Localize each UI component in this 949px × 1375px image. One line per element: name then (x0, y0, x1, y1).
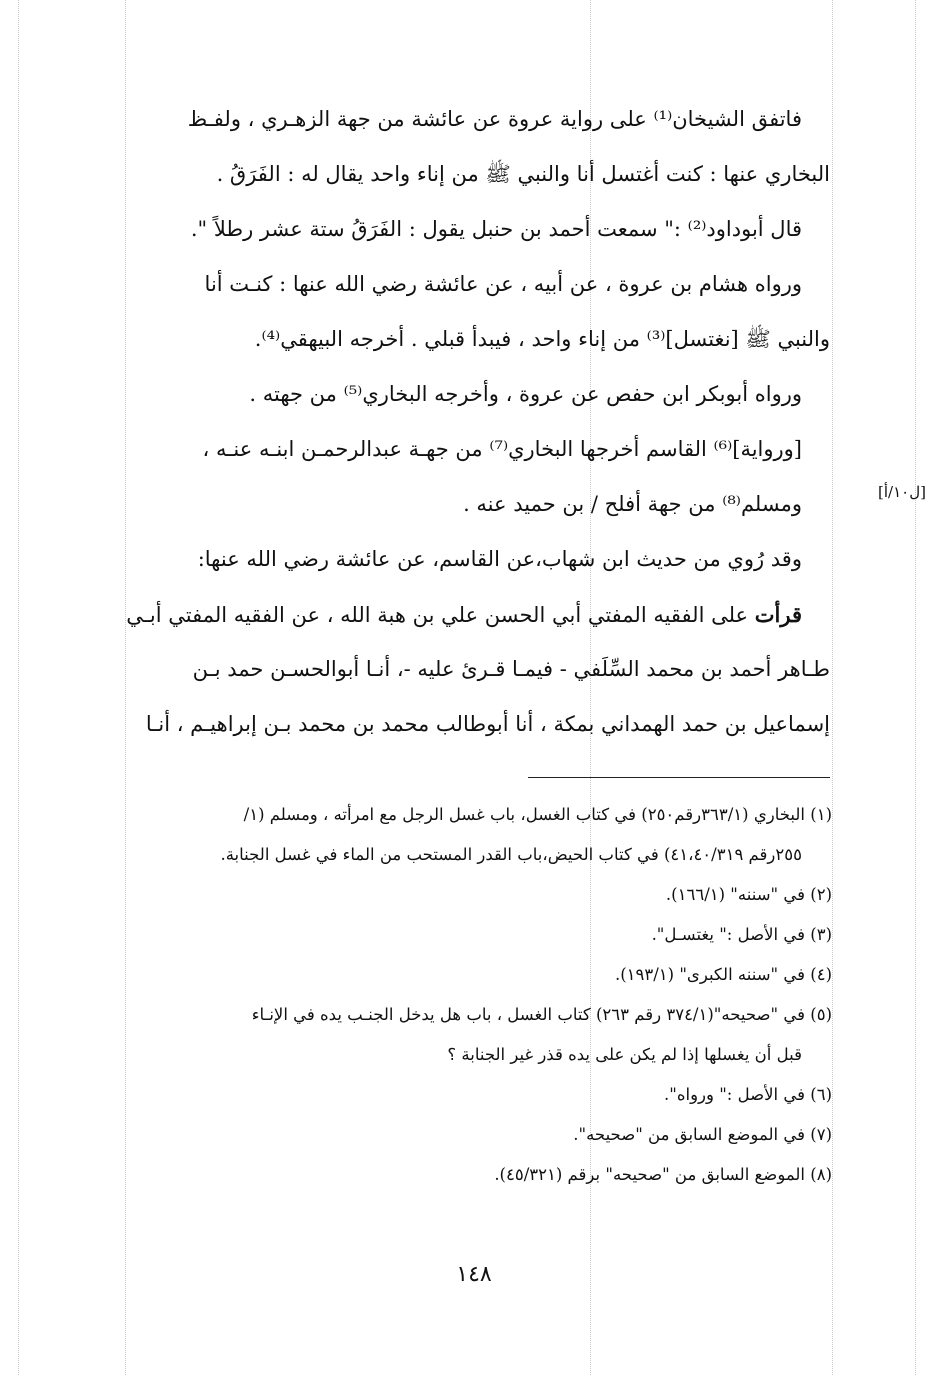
text-line-content: فاتفق الشيخان⁽¹⁾ على رواية عروة عن عائشة من جهة الزهـري ، ولفـظ (187, 107, 802, 131)
footnote-line: قبل أن يغسلها إذا لم يكن على يده قذر غير الجنابة ؟ (447, 1045, 802, 1064)
text-line-content: على الفقيه المفتي أبي الحسن علي بن هبة الله ، عن الفقيه المفتي أبـي (126, 603, 749, 627)
scan-guide-line (915, 0, 916, 1375)
footnote-line: (٧) في الموضع السابق من "صحيحه". (573, 1125, 832, 1144)
text-line (108, 477, 830, 532)
footnote-line: (١) البخاري (٣٦٣/١رقم٢٥٠) في كتاب الغسل، باب غسل الرجل مع امرأته ، ومسلم (١/ (243, 805, 832, 824)
footnote-line: (٢) في "سننه" (١٦٦/١). (665, 885, 832, 904)
text-line-content: ومسلم⁽⁸⁾ من جهة أفلح / بن حميد عنه . (463, 492, 802, 516)
footnote-separator (528, 777, 830, 778)
text-line (108, 257, 830, 312)
footnote-line: (٣) في الأصل :" يغتسـل". (651, 925, 832, 944)
main-text-block (108, 92, 830, 752)
text-line: إسماعيل بن حمد الهمداني بمكة ، أنا أبوطالب محمد بن محمد بـن إبراهيـم ، أنـا (145, 712, 830, 736)
scan-guide-line (832, 0, 833, 1375)
text-line-content: وقد رُوي من حديث ابن شهاب،عن القاسم، عن عائشة رضي الله عنها: (197, 547, 802, 571)
footnote-line: (٥) في "صحيحه"(٣٧٤/١ رقم ٢٦٣) كتاب الغسل ، باب هل يدخل الجنـب يده في الإنـاء (251, 1005, 832, 1024)
margin-folio-reference: [ل١٠/أ] (878, 483, 926, 501)
text-line (108, 532, 830, 587)
page-number: ١٤٨ (456, 1262, 492, 1287)
text-line-content: ورواه أبوبكر ابن حفص عن عروة ، وأخرجه البخاري⁽⁵⁾ من جهته . (249, 382, 802, 406)
text-line-content: [ورواية]⁽⁶⁾ القاسم أخرجها البخاري⁽⁷⁾ من جهـة عبدالرحمـن ابنـه عنـه ، (202, 437, 802, 461)
footnote-line: ٢٥٥رقم ٤١،٤٠/٣١٩) في كتاب الحيض،باب القدر المستحب من الماء في غسل الجنابة. (220, 845, 802, 864)
text-line (108, 587, 830, 642)
text-line-content: قال أبوداود⁽²⁾ :" سمعت أحمد بن حنبل يقول : الفَرَقُ ستة عشر رطلاً ". (190, 217, 802, 241)
text-line: والنبي ﷺ [نغتسل]⁽³⁾ من إناء واحد ، فيبدأ قبلي . أخرجه البيهقي⁽⁴⁾. (254, 327, 830, 351)
text-line (108, 367, 830, 422)
footnote-line: (٤) في "سننه الكبرى" (١٩٣/١). (614, 965, 832, 984)
footnote-line: (٦) في الأصل :" ورواه". (664, 1085, 832, 1104)
footnotes-block (112, 795, 832, 1195)
text-line-content: ورواه هشام بن عروة ، عن أبيه ، عن عائشة رضي الله عنها : كنـت أنا (204, 272, 802, 296)
text-line (108, 422, 830, 477)
text-line (108, 202, 830, 257)
footnote-line: (٨) الموضع السابق من "صحيحه" برقم (٤٥/٣٢١). (494, 1165, 832, 1184)
text-line: البخاري عنها : كنت أغتسل أنا والنبي ﷺ من إناء واحد يقال له : الفَرَقُ . (216, 162, 830, 186)
text-line (108, 92, 830, 147)
bold-lead-word: قرأت (754, 602, 802, 627)
text-line: طـاهر أحمد بن محمد السِّلَفي - فيمـا قـرئ عليه -، أنـا أبوالحسـن حمد بـن (192, 657, 830, 681)
scan-guide-line (18, 0, 19, 1375)
